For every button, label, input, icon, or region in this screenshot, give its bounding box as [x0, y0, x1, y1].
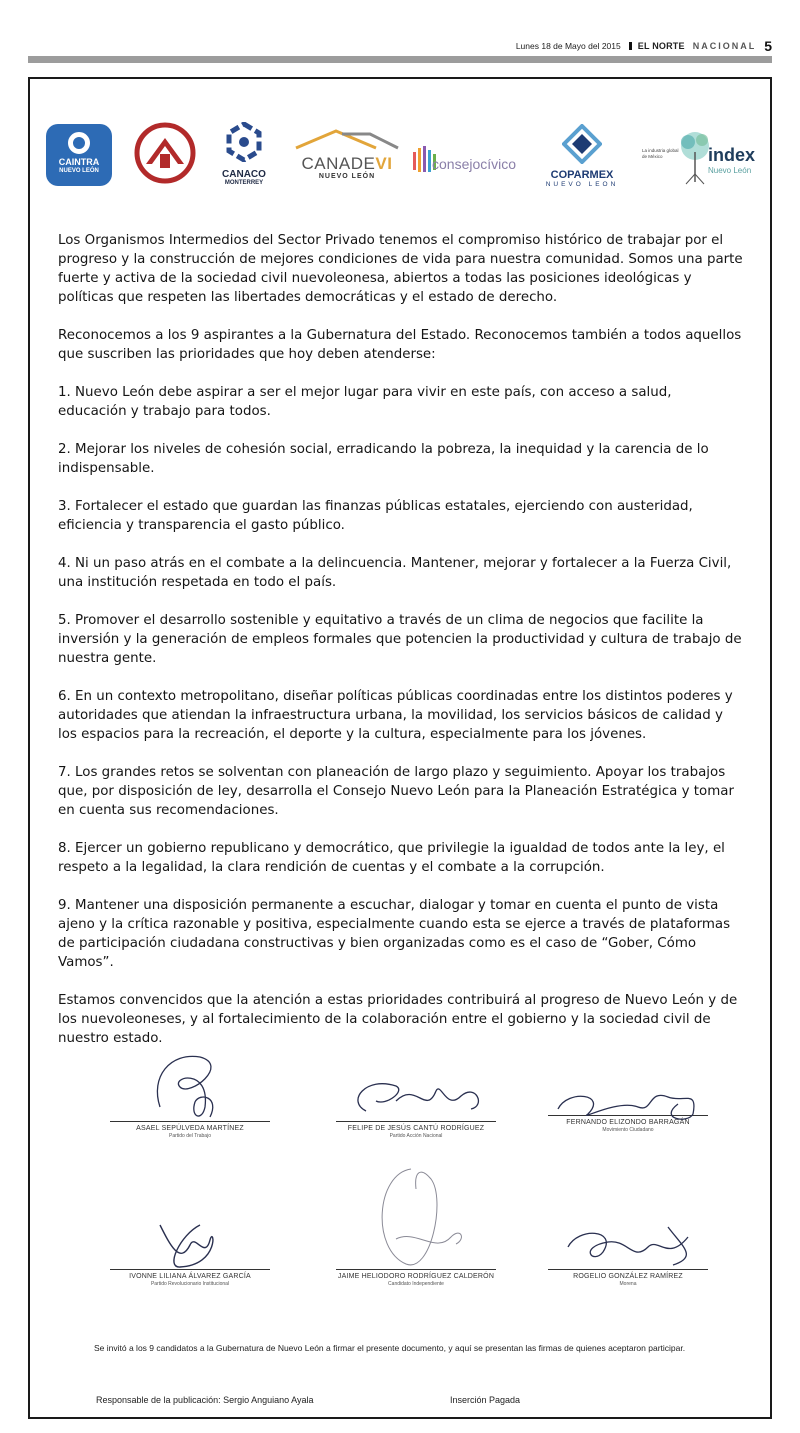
canaco-logo-line2: MONTERREY: [224, 180, 264, 186]
paragraph-intro: Los Organismos Intermedios del Sector Privado tenemos el compromiso histórico de trabajar por el progreso y la construcción de mejores condiciones de vida para nuestra comunidad. Somos una parte fuerte y activa de la sociedad civil nuevoleonesa, abiertos a todas las posiciones ideológicas y políticas que respeten las libertades democráticas y el estado de derecho.: [58, 233, 743, 305]
signer-party: Partido del Trabajo: [169, 1133, 211, 1139]
signer-party: Candidato Independiente: [388, 1281, 444, 1287]
signature-block: [548, 1269, 708, 1287]
signer-name: ASAEL SEPÚLVEDA MARTÍNEZ: [136, 1125, 244, 1132]
header-rule: [28, 56, 772, 63]
signature-block: [336, 1269, 496, 1287]
consejo-civico-logo-text: consejocívico: [432, 156, 517, 172]
signer-party: Partido Revolucionario Institucional: [150, 1281, 230, 1287]
signer-party: Partido Acción Nacional: [389, 1133, 443, 1139]
priority-9: 9. Mantener una disposición permanente a escuchar, dialogar y tomar en cuenta el punto de vista ajeno y la crítica razonable y positiva, especialmente cuando esta se ejerce a través de plataformas de participación ciudadana constructivas y bien organizadas como es el caso de “Gober, Cómo Vamos”.: [58, 898, 731, 970]
masthead: [516, 38, 772, 54]
handwritten-signature: [548, 1217, 708, 1277]
caintra-logo: [46, 124, 112, 186]
canadevi-logo-text: CANADE: [301, 154, 376, 173]
index-logo-line1: index: [708, 145, 756, 165]
handwritten-signature: [548, 1079, 708, 1129]
signer-name: IVONNE LILIANA ÁLVAREZ GARCÍA: [129, 1273, 251, 1280]
canadevi-logo-accent: VI: [375, 154, 393, 173]
paid-insertion-label: Inserción Pagada: [450, 1395, 521, 1405]
house-roof-icon: [292, 128, 402, 150]
coparmex-logo: [540, 124, 624, 190]
footnote: Se invitó a los 9 candidatos a la Gubernatura de Nuevo León a firmar el presente documento, y aquí se presentan las firmas de quienes aceptaron participar.: [94, 1343, 686, 1353]
consejo-civico-logo: [412, 138, 530, 188]
index-logo: [642, 130, 758, 190]
paragraph-recognition: Reconocemos a los 9 aspirantes a la Gubernatura del Estado. Reconocemos también a todos aquellos que suscriben las prioridades que hoy deben atenderse:: [58, 328, 742, 362]
roof-emblem-logo: [130, 122, 200, 192]
canaco-logo: [218, 122, 270, 192]
tree-icon: [678, 130, 712, 186]
signer-name: FELIPE DE JESÚS CANTÚ RODRÍGUEZ: [347, 1125, 485, 1132]
section-name: NACIONAL: [692, 41, 757, 51]
handwritten-signature: [110, 1205, 270, 1275]
handwritten-signature: [110, 1047, 270, 1127]
canadevi-logo-line2: NUEVO LEÓN: [318, 173, 376, 180]
priority-1: 1. Nuevo León debe aspirar a ser el mejor lugar para vivir en este país, con acceso a salud, educación y trabajo para todos.: [58, 385, 672, 419]
priority-2: 2. Mejorar los niveles de cohesión social, erradicando la pobreza, la inequidad y la carencia de lo indispensable.: [58, 442, 709, 476]
caintra-logo-line1: CAINTRA: [58, 157, 100, 167]
signer-name: FERNANDO ELIZONDO BARRAGÁN: [566, 1119, 690, 1126]
caintra-logo-line2: NUEVO LEÓN: [59, 168, 99, 174]
handwritten-signature: [336, 1071, 496, 1131]
signature-block: [548, 1115, 708, 1133]
paragraph-closing: Estamos convencidos que la atención a estas prioridades contribuirá al progreso de Nuevo León y de los nuevoleoneses, y al fortalecimiento de la colaboración entre el gobierno y la sociedad civil de nuestro estado.: [58, 993, 738, 1046]
newspaper-name: EL NORTE: [637, 41, 685, 51]
statement-body: [58, 231, 744, 1067]
hexagon-icon: [224, 122, 264, 162]
priority-6: 6. En un contexto metropolitano, diseñar políticas públicas coordinadas entre los distintos poderes y autoridades que atiendan la infraestructura urbana, la movilidad, los servicios básicos de calidad y los espacios para la recreación, el deporte y la cultura, especialmente para los jóvenes.: [58, 689, 733, 742]
canaco-logo-line1: CANACO: [222, 169, 266, 180]
responsible-credit: Responsable de la publicación: Sergio Anguiano Ayala: [96, 1395, 314, 1405]
priority-3: 3. Fortalecer el estado que guardan las finanzas públicas estatales, ejerciendo con austeridad, eficiencia y transparencia el gasto público.: [58, 499, 693, 533]
priority-8: 8. Ejercer un gobierno republicano y democrático, que privilegie la igualdad de todos ante la ley, el respeto a la legalidad, la clara rendición de cuentas y el combate a la corrupción.: [58, 841, 725, 875]
index-logo-line2: Nuevo León: [708, 166, 752, 175]
coparmex-emblem-icon: [562, 124, 602, 164]
signature-block: [336, 1121, 496, 1139]
masthead-separator: [629, 42, 632, 50]
signature-block: [110, 1269, 270, 1287]
signer-name: JAIME HELIODORO RODRÍGUEZ CALDERÓN: [337, 1273, 495, 1280]
signer-name: ROGELIO GONZÁLEZ RAMÍREZ: [573, 1273, 683, 1280]
canadevi-logo-line1: [292, 155, 402, 173]
index-logo-tagline: La industria global de México: [642, 148, 679, 159]
signer-party: Morena: [619, 1281, 637, 1287]
page-number: 5: [764, 38, 772, 54]
advertisement-frame: [28, 77, 772, 1419]
coparmex-logo-line2: NUEVO LEON: [545, 181, 619, 188]
priority-7: 7. Los grandes retos se solventan con planeación de largo plazo y seguimiento. Apoyar los trabajos que, por disposición de ley, desarrolla el Consejo Nuevo León para la Planeación Estratégica y tomar en cuenta sus recomendaciones.: [58, 765, 734, 818]
signer-party: Movimiento Ciudadano: [602, 1127, 654, 1133]
coparmex-logo-line1: COPARMEX: [550, 169, 614, 181]
gear-icon: [68, 132, 90, 154]
roof-emblem-icon: [134, 122, 196, 184]
publication-date: Lunes 18 de Mayo del 2015: [515, 41, 621, 51]
handwritten-signature: [336, 1159, 496, 1279]
canadevi-logo: [292, 128, 402, 188]
priority-5: 5. Promover el desarrollo sostenible y equitativo a través de un clima de negocios que facilite la inversión y la generación de empleos formales que potencien la productividad y cultura de trabajo de nuestra gente.: [58, 613, 742, 666]
signature-block: [110, 1121, 270, 1139]
sponsor-logos: [46, 122, 756, 202]
priority-4: 4. Ni un paso atrás en el combate a la delincuencia. Mantener, mejorar y fortalecer a la Fuerza Civil, una institución respetada en todo el país.: [58, 556, 732, 590]
